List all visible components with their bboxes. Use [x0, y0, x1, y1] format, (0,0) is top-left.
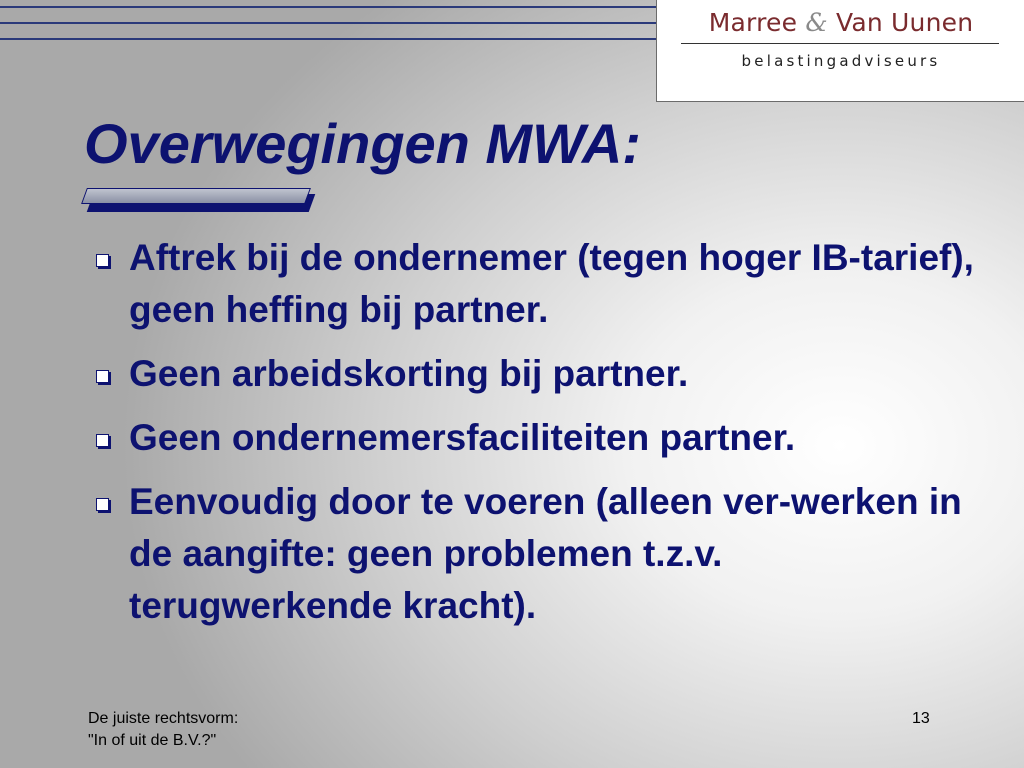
logo-name [657, 8, 1024, 37]
bullet-item [96, 412, 986, 464]
checkbox-bullet-icon [96, 498, 109, 511]
title-underline-bar [84, 188, 306, 208]
bullet-list [96, 232, 986, 644]
logo-name-part2: Van Uunen [835, 8, 974, 37]
footer-line-2: "In of uit de B.V.?" [88, 732, 217, 749]
footer-caption [88, 708, 238, 752]
footer-line-1: De juiste rechtsvorm: [88, 710, 239, 727]
bullet-item [96, 232, 986, 336]
bullet-text: Geen arbeidskorting bij partner. [129, 353, 689, 394]
decorative-lines [0, 0, 656, 44]
page-number: 13 [912, 710, 930, 727]
logo-divider [681, 43, 999, 44]
logo-ampersand: & [805, 8, 828, 37]
logo-name-part1: Marree [708, 8, 798, 37]
checkbox-bullet-icon [96, 370, 109, 383]
bullet-text: Aftrek bij de ondernemer (tegen hoger IB-tarief), geen heffing bij partner. [129, 237, 974, 330]
logo-subtitle: belastingadviseurs [741, 52, 941, 70]
checkbox-bullet-icon [96, 254, 109, 267]
bullet-text: Eenvoudig door te voeren (alleen ver-werken in de aangifte: geen problemen t.z.v. terugwerkende kracht). [129, 481, 962, 626]
bullet-text: Geen ondernemersfaciliteiten partner. [129, 417, 796, 458]
slide-title: Overwegingen MWA: [84, 112, 641, 175]
bullet-item [96, 476, 986, 632]
checkbox-bullet-icon [96, 434, 109, 447]
bullet-item [96, 348, 986, 400]
company-logo [656, 0, 1024, 102]
